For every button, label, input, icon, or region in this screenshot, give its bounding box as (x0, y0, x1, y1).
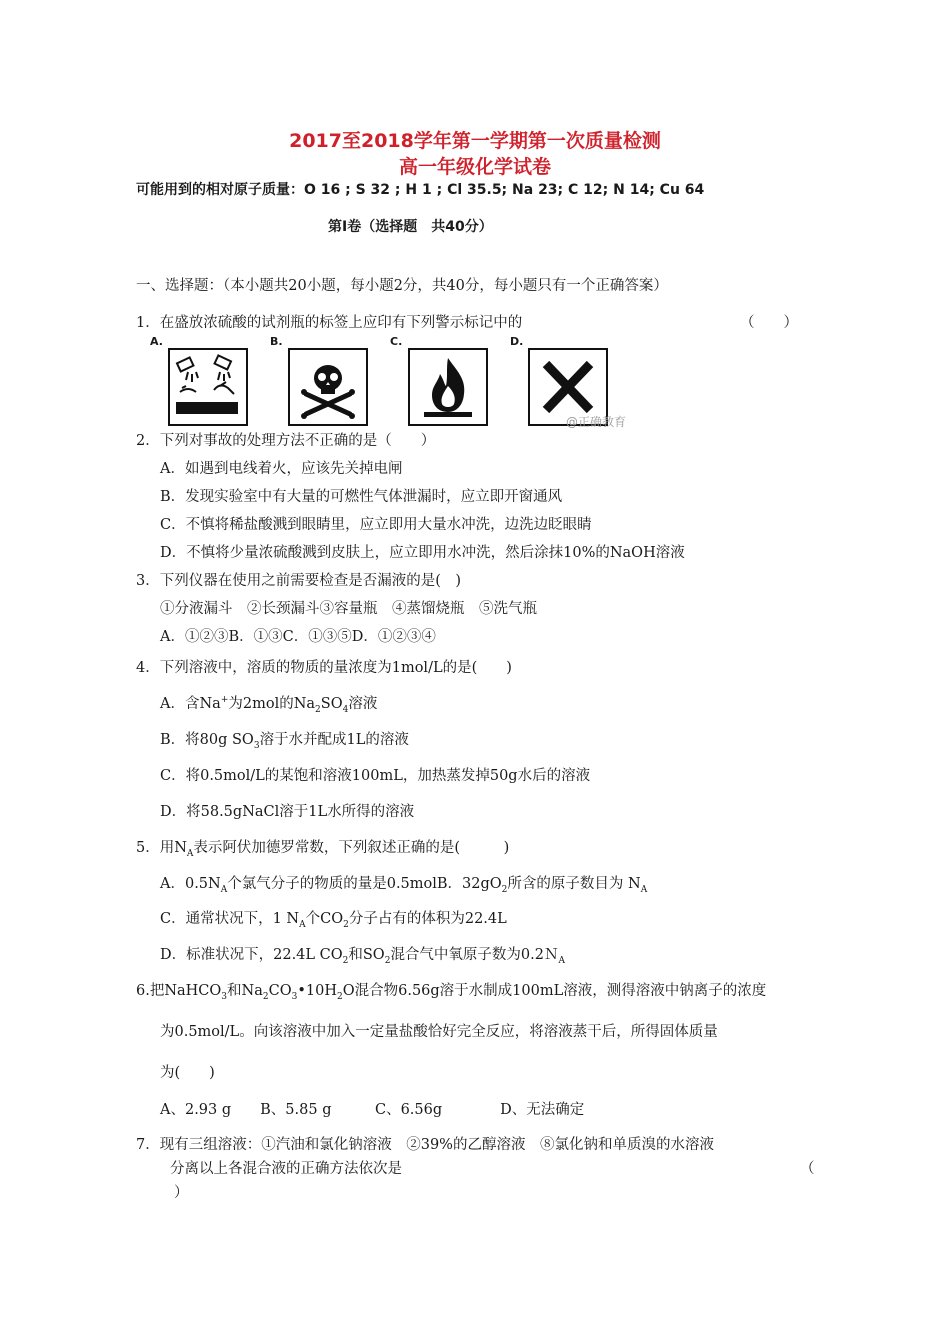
q6-line-2: 为0.5mol/L。向该溶液中加入一定量盐酸恰好完全反应，将溶液蒸干后，所得固体质量 (160, 1024, 718, 1040)
q7-line-2: 分离以上各混合液的正确方法依次是 (170, 1161, 402, 1177)
q1-stem: 1．在盛放浓硫酸的试剂瓶的标签上应印有下列警示标记中的 (136, 315, 523, 331)
q5-option-ab: A．$0.5N_A$个氯气分子的物质的量是0.5molB．$32gO_2$所含的原子数目为 $N_A$ (160, 876, 648, 895)
watermark: @正确教育 (566, 415, 627, 429)
q4-option-b: B．将80g $SO_3$溶于水并配成1L的溶液 (160, 732, 409, 751)
q3-items: ①分液漏斗 ②长颈漏斗③容量瓶 ④蒸馏烧瓶 ⑤洗气瓶 (160, 601, 537, 617)
q5-option-c: C．通常状况下，1 $N_A$个$CO_2$分子占有的体积为22.4L (160, 911, 507, 930)
q3-stem: 3．下列仪器在使用之前需要检查是否漏液的是( ) (136, 573, 462, 589)
q3-options: A．①②③B．①③C．①③⑤D．①②③④ (160, 629, 436, 645)
q1-answer-paren: （ ） (740, 315, 798, 331)
instructions: 一、选择题：（本小题共20小题，每小题2分，共40分，每小题只有一个正确答案） (136, 278, 668, 294)
q4-stem: 4．下列溶液中，溶质的物质的量浓度为1mol/L的是( ) (136, 660, 512, 676)
atomic-masses: 可能用到的相对原子质量：O 16 ; S 32 ; H 1 ; Cl 35.5; Na 23; C 12; N 14; Cu 64 (136, 182, 705, 198)
exam-subtitle: 高一年级化学试卷 (398, 156, 551, 178)
q1-label-b: B. (270, 335, 283, 348)
q4-option-a: A．含Na+为2mol的$Na_2SO_4$溶液 (160, 695, 378, 715)
q5-stem: 5．用$N_A$表示阿伏加德罗常数，下列叙述正确的是( ) (136, 840, 510, 859)
q2-option-b: B．发现实验室中有大量的可燃性气体泄漏时，应立即开窗通风 (160, 489, 563, 505)
corrosive-icon (168, 348, 248, 426)
q7-paren-open: （ (800, 1161, 815, 1177)
q4-option-c: C．将0.5mol/L的某饱和溶液100mL，加热蒸发掉50g水后的溶液 (160, 768, 591, 784)
flame-icon (408, 348, 488, 426)
q5-option-d: D．标准状况下，22.4L $CO_2$和$SO_2$混合气中氧原子数为0.2Ｎ$_A$ (160, 947, 565, 966)
q2-stem: 2．下列对事故的处理方法不正确的是（ ） (136, 433, 436, 449)
exam-title: 2017至2018学年第一学期第一次质量检测 (289, 130, 661, 152)
section-title: 第Ⅰ卷（选择题 共40分） (328, 219, 493, 235)
q7-paren-close: ） (174, 1185, 189, 1201)
q6-line-1: 6.把NaHCO$_3$和$Na_2CO_3•10H_2O$混合物6.56g溶于水制成100mL溶液，测得溶液中钠离子的浓度 (136, 983, 767, 1002)
skull-crossbones-icon (288, 348, 368, 426)
q6-line-3: 为( ) (160, 1065, 215, 1081)
q1-label-d: D. (510, 335, 524, 348)
q1-label-a: A. (150, 335, 163, 348)
q6-options: A、2.93 g B、5.85 g C、6.56g D、无法确定 (160, 1102, 585, 1118)
q2-option-c: C．不慎将稀盐酸溅到眼睛里，应立即用大量水冲洗，边洗边眨眼睛 (160, 517, 592, 533)
q7-line-1: 7．现有三组溶液：①汽油和氯化钠溶液 ②39%的乙醇溶液 ⑧氯化钠和单质溴的水溶液 (136, 1137, 714, 1153)
q4-option-d: D．将58.5gNaCl溶于1L水所得的溶液 (160, 804, 415, 820)
q2-option-a: A．如遇到电线着火，应该先关掉电闸 (160, 461, 403, 477)
q2-option-d: D．不慎将少量浓硫酸溅到皮肤上，应立即用水冲洗，然后涂抹10%的NaOH溶液 (160, 545, 685, 561)
q1-label-c: C. (390, 335, 403, 348)
